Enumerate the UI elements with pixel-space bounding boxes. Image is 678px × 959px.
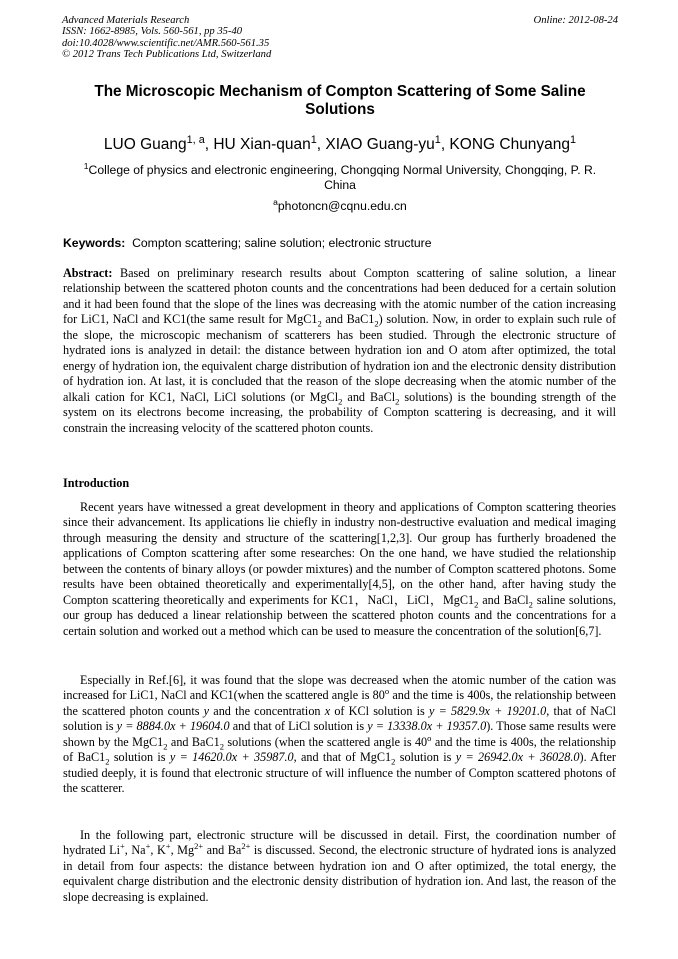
issn-line: ISSN: 1662-8985, Vols. 560-561, pp 35-40 — [62, 26, 243, 38]
section-heading-introduction: Introduction — [63, 476, 130, 490]
subscript: 2 — [338, 396, 343, 407]
intro-paragraph-3 — [63, 828, 616, 905]
body-text: , K — [150, 843, 166, 858]
body-text: Recent years have witnessed a great development in theory and applications of Compton scattering theories since their advancement. Its applications lie chiefly in industry non-destructive evaluation and medical imaging through measuring the density and structure of the scattering[1,2,3]. Our group has furtherly broadened the applications of Compton scattering after some researches: On the one hand, we have studied the relationship between the contents of binary alloys (or powder mixtures) and the number of Compton scattered photons. Some results have been obtained theoretically and experimentally[4,5], on the other hand, after having study the Compton scattering theoretically and experiments for KC1，NaCl，LiCl，MgC1 — [63, 500, 616, 607]
equation-bacl2: y = 14620.0x + 35987.0 — [169, 750, 294, 765]
author-affil-mark: 1, a — [186, 133, 205, 146]
equation-kcl: y = 5829.9x + 19201.0 — [429, 703, 547, 718]
subscript: 2 — [374, 318, 379, 329]
body-text: solution is — [395, 750, 456, 765]
variable-x: x — [324, 703, 331, 718]
author-name: LUO Guang — [103, 136, 187, 153]
body-text: In the following part, electronic structure will be discussed in detail. First, the coordination number of hydrated Li — [63, 828, 616, 858]
abstract-text: and BaC1 — [321, 312, 375, 327]
abstract-text: solutions) is the bounding strength of the system on its electrons become increasing, the probability of Compton scattering is decreasing, and it will constrain the increasing velocity of the scattered photon counts. — [63, 389, 616, 435]
subscript: 2 — [317, 318, 322, 329]
copyright-line: © 2012 Trans Tech Publications Ltd, Switzerland — [62, 49, 272, 61]
abstract-text: and BaCl — [342, 389, 396, 404]
author-email — [62, 196, 618, 213]
body-text: Especially in Ref.[6], it was found that the slope was decreased when the atomic number of the cation was increased for LiC1, NaCl and KC1(when the scattered angle is 80 — [63, 673, 616, 703]
author-list — [62, 133, 618, 154]
email-mark: a — [273, 196, 278, 207]
body-text: and BaCl — [478, 592, 529, 607]
author-name: , HU Xian-quan — [204, 136, 311, 153]
affiliation — [70, 160, 610, 193]
abstract-label: Abstract: — [63, 266, 113, 280]
body-text: , Mg — [170, 843, 195, 858]
ion-charge: + — [165, 841, 171, 852]
online-date: Online: 2012-08-24 — [533, 15, 618, 26]
ion-charge: 2+ — [194, 841, 204, 852]
author-affil-mark: 1 — [310, 133, 317, 146]
subscript: 2 — [163, 741, 168, 752]
body-text: saline solutions, our group has deduced a linear relationship between the scattered photon counts and the concentrations for a certain solution and worked out a method which can be used to measure the concentration of the solution[6,7]. — [63, 592, 616, 638]
affiliation-mark: 1 — [83, 160, 89, 171]
author-name: , KONG Chunyang — [440, 136, 571, 153]
subscript: 2 — [474, 599, 479, 610]
body-text: , that of NaCl solution is — [63, 703, 617, 734]
equation-licl: y = 13338.0x + 19357.0 — [367, 719, 487, 734]
keywords-text: Compton scattering; saline solution; electronic structure — [132, 236, 432, 250]
subscript: 2 — [219, 741, 224, 752]
equation-mgcl2: y = 26942.0x + 36028.0 — [455, 750, 580, 765]
author-affil-mark: 1 — [570, 133, 577, 146]
journal-header — [62, 15, 618, 61]
paper-title: The Microscopic Mechanism of Compton Scattering of Some Saline Solutions — [94, 83, 586, 118]
subscript: 2 — [528, 599, 533, 610]
body-text: ). Those same results were shown by the MgC1 — [63, 719, 616, 749]
body-text: , Na — [124, 843, 146, 858]
doi-line: doi:10.4028/www.scientific.net/AMR.560-561.35 — [62, 37, 270, 49]
journal-name: Advanced Materials Research — [62, 15, 190, 26]
variable-y: y — [203, 703, 210, 718]
keywords-label: Keywords: — [63, 236, 126, 250]
body-text: and Ba — [203, 843, 242, 858]
abstract-text: ) solution. Now, in order to explain such rule of the slope, the microscopic mechanism of scatterers has been studied. Through the electronic structure of hydrated ions is analyzed in detail: the distance between hydration ion and O atom after optimized, the total energy of hydration ion, the equivalent charge distribution of hydration ion and the electronic density distribution of hydration ion. At last, it is concluded that the reason of the slope decreasing when the atomic number of the alkali cation for KC1, NaCl, LiCl solutions (or MgCl — [63, 312, 617, 404]
body-text: and the concentration — [209, 703, 325, 718]
affiliation-text: College of physics and electronic engineering, Chongqing Normal University, Chongqing, P. R. China — [88, 163, 597, 192]
degree-mark: o — [427, 732, 432, 743]
subscript: 2 — [395, 396, 400, 407]
body-text: and that of LiCl solution is — [229, 719, 368, 734]
body-text: is discussed. Second, the electronic structure of hydrated ions is analyzed in detail from four aspects: the distance between hydration ion and O after optimized, the total energy, the equivalent charge distribution and the electronic density distribution of hydration ion. And last, the reason of the slope decreasing is explained. — [63, 843, 616, 904]
ion-charge: + — [145, 841, 151, 852]
keywords-line — [63, 236, 619, 250]
email-text: photoncn@cqnu.edu.cn — [277, 199, 407, 213]
body-text: , and that of MgC1 — [293, 750, 392, 765]
body-text: ). After studied deeply, it is found that electronic structure of will influence the number of Compton scattered photons of the scatterer. — [63, 750, 616, 796]
body-text: and BaC1 — [167, 734, 220, 749]
intro-paragraph-2 — [63, 673, 616, 797]
equation-nacl: y = 8884.0x + 19604.0 — [116, 719, 230, 734]
intro-paragraph-1 — [63, 500, 616, 639]
author-affil-mark: 1 — [434, 133, 441, 146]
body-text: solutions (when the scattered angle is 40 — [223, 734, 428, 749]
abstract-paragraph — [63, 266, 616, 436]
subscript: 2 — [105, 756, 110, 767]
subscript: 2 — [391, 756, 396, 767]
body-text: solution is — [109, 750, 170, 765]
ion-charge: 2+ — [241, 841, 251, 852]
abstract-text: Based on preliminary research results about Compton scattering of saline solution, a linear relationship between the scattered photon counts and the concentrations had been deduced for a certain solution and it had been found that the slope of the lines was decreasing with the atomic number of the cation increasing for LiC1, NaCl and KC1(the same result for MgC1 — [63, 266, 616, 327]
body-text: and the time is 400s, the relationship between the scattered photon counts — [63, 688, 616, 718]
body-text: of KCl solution is — [330, 703, 429, 718]
body-text: and the time is 400s, the relationship of BaC1 — [63, 734, 617, 765]
ion-charge: + — [119, 841, 125, 852]
degree-mark: o — [384, 686, 390, 697]
author-name: , XIAO Guang-yu — [316, 136, 435, 153]
